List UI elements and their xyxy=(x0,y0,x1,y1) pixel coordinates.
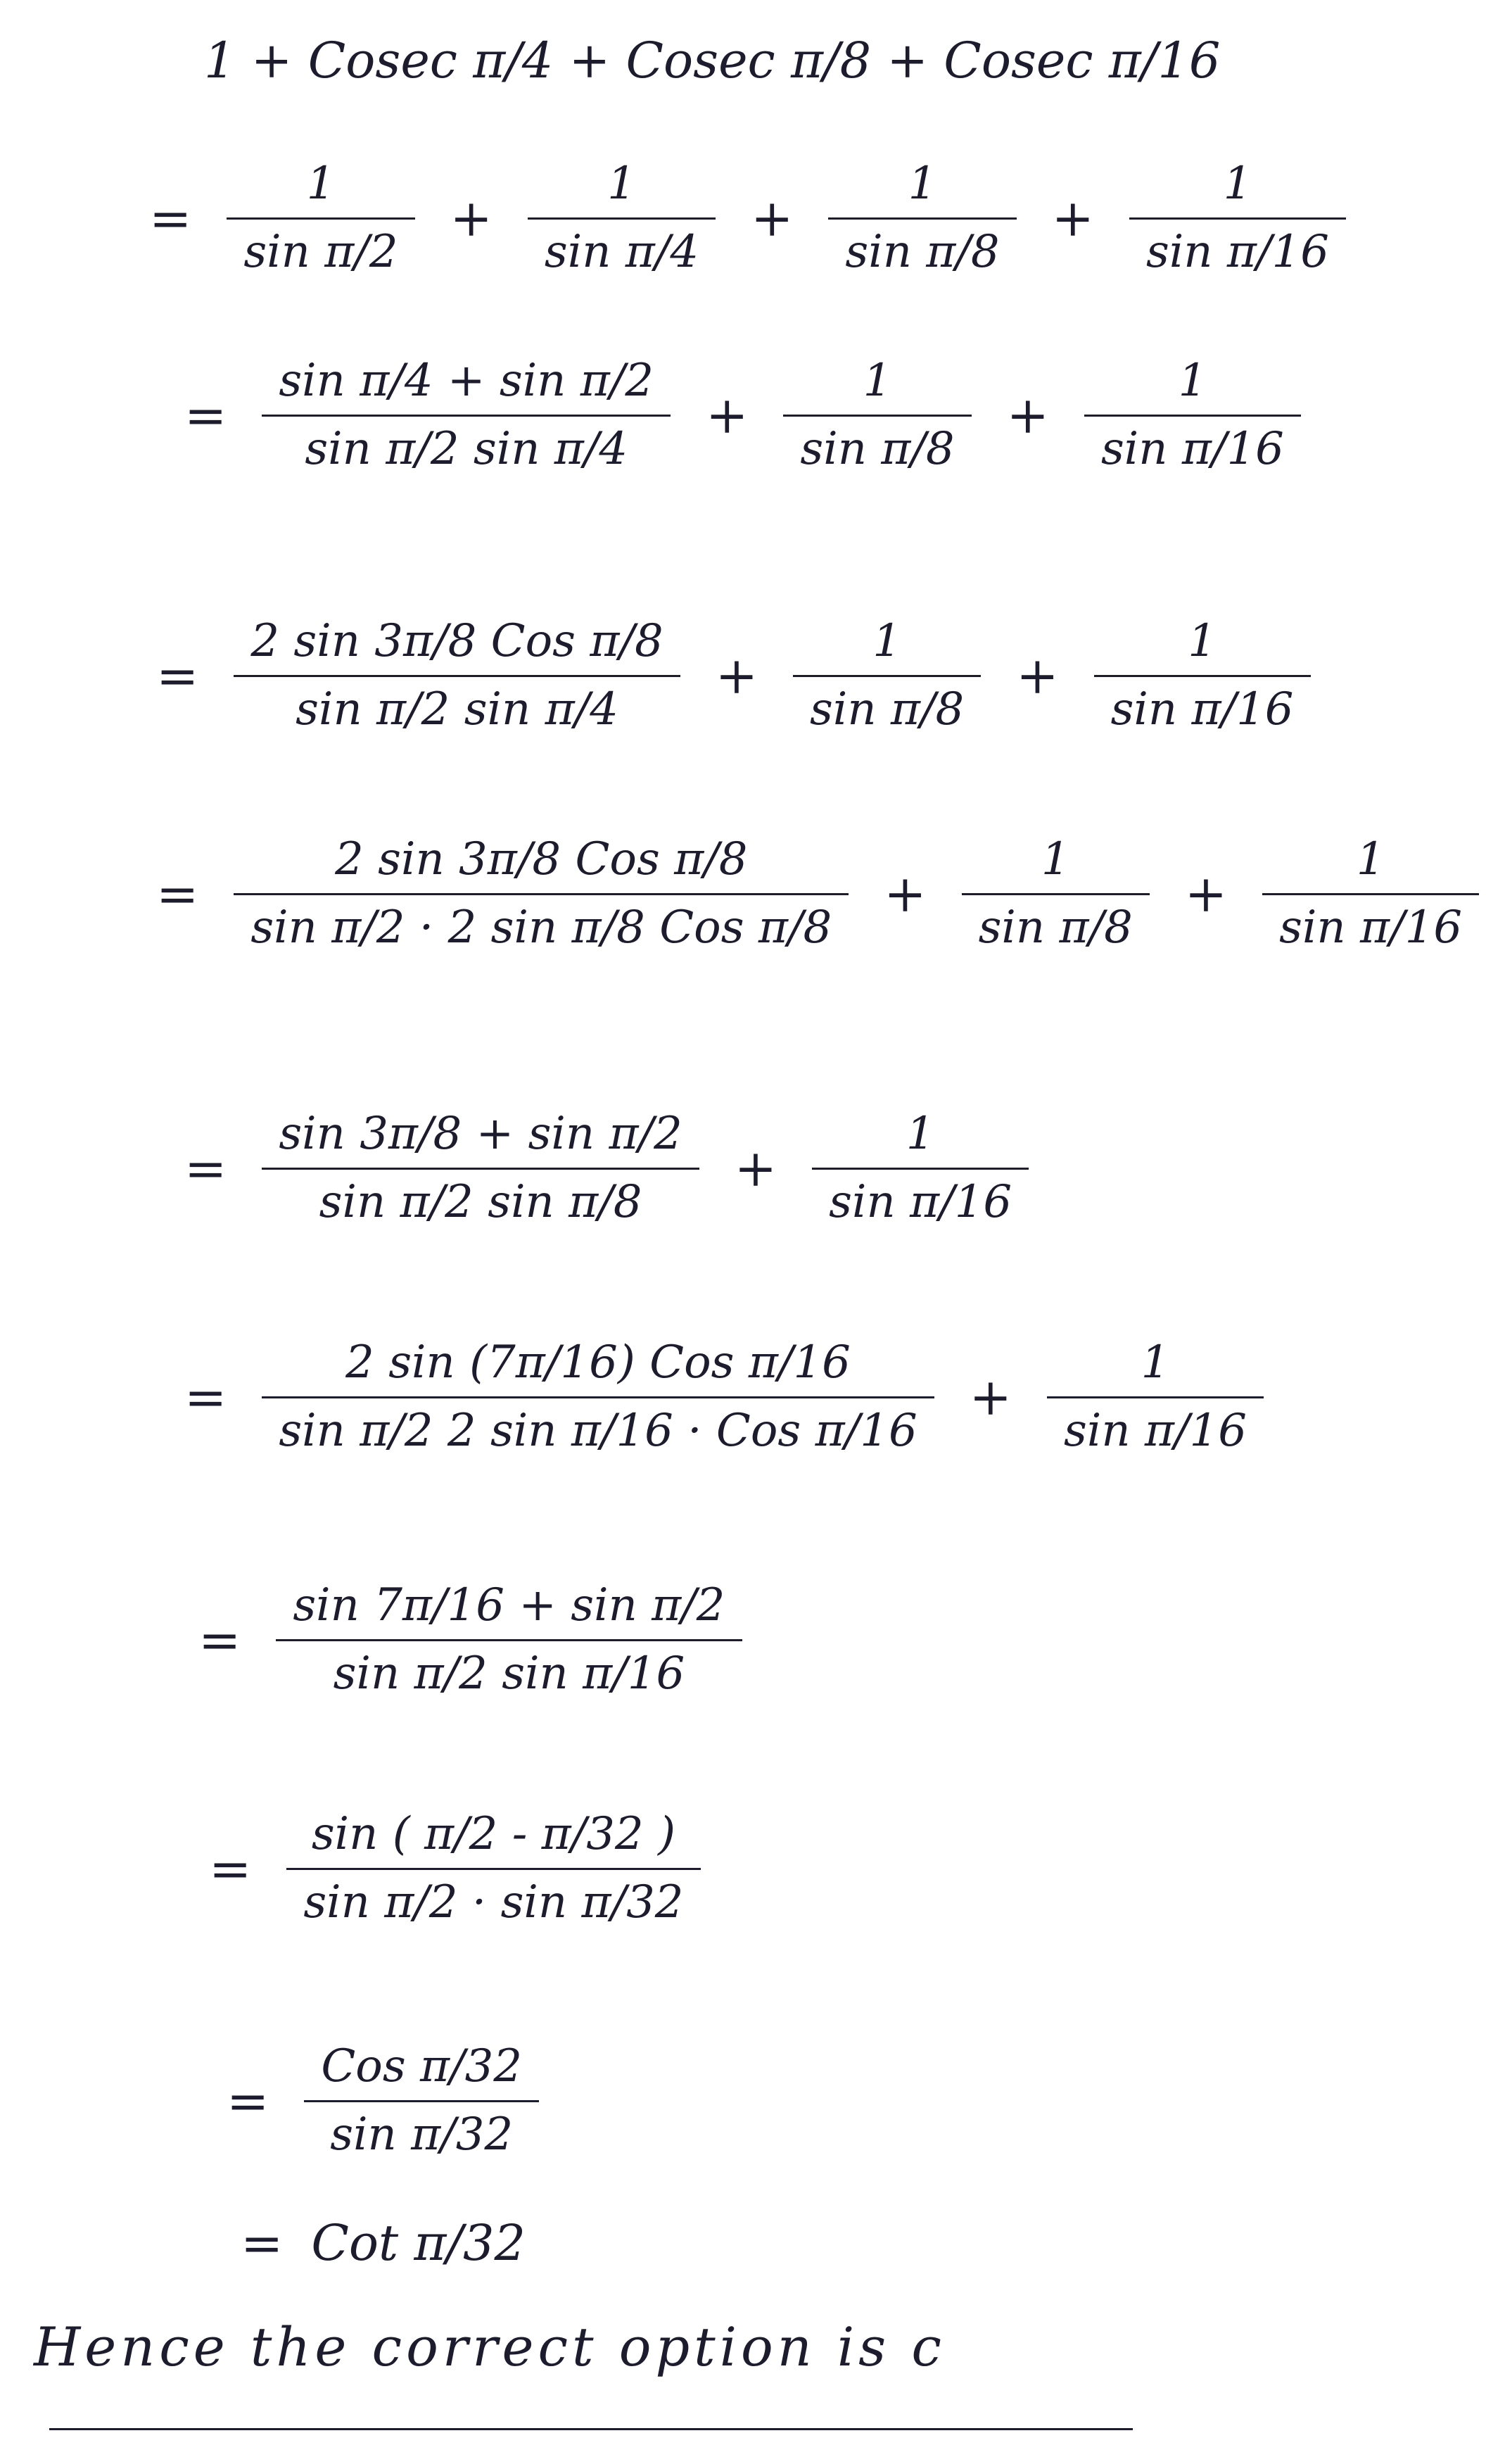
fraction-bar xyxy=(234,893,849,895)
numerator: 1 xyxy=(908,158,937,210)
equals-sign: = xyxy=(156,864,199,924)
fraction xyxy=(262,355,671,475)
denominator: sin π/2 · sin π/32 xyxy=(303,1876,684,1928)
plus-sign: + xyxy=(715,646,758,706)
numerator: 1 xyxy=(1188,615,1217,667)
numerator: 2 sin (7π/16) Cos π/16 xyxy=(345,1337,851,1389)
numerator: 1 xyxy=(1178,355,1207,407)
plus-sign: + xyxy=(751,189,794,248)
denominator: sin π/8 xyxy=(810,683,965,735)
fraction xyxy=(227,158,414,278)
equals-sign: = xyxy=(184,1367,227,1427)
fraction-bar xyxy=(234,675,680,677)
fraction-bar xyxy=(1084,415,1301,417)
denominator: sin π/16 xyxy=(1110,683,1294,735)
numerator: 2 sin 3π/8 Cos π/8 xyxy=(335,833,748,885)
numerator: 1 xyxy=(607,158,636,210)
plus-sign: + xyxy=(1006,386,1049,446)
plus-sign: + xyxy=(1184,864,1228,924)
denominator: sin π/2 sin π/4 xyxy=(305,422,628,475)
step-3 xyxy=(141,616,1318,735)
denominator: sin π/16 xyxy=(1100,422,1284,475)
denominator: sin π/2 2 sin π/16 · Cos π/16 xyxy=(279,1404,917,1457)
numerator: 1 xyxy=(872,615,901,667)
fraction-bar xyxy=(828,217,1016,220)
denominator: sin π/8 xyxy=(800,422,955,475)
numerator: 1 xyxy=(906,1108,935,1160)
fraction-bar xyxy=(1129,217,1346,220)
step-8 xyxy=(193,1809,708,1928)
equals-sign: = xyxy=(184,1139,227,1199)
fraction xyxy=(1262,834,1479,954)
equals-sign: = xyxy=(241,2213,284,2273)
denominator: sin π/4 xyxy=(544,225,699,278)
numerator: 1 xyxy=(306,158,336,210)
fraction xyxy=(234,616,680,735)
numerator: 2 sin 3π/8 Cos π/8 xyxy=(250,615,663,667)
numerator: sin π/4 + sin π/2 xyxy=(279,355,654,407)
numerator: sin ( π/2 - π/32 ) xyxy=(311,1808,676,1860)
fraction-bar xyxy=(962,893,1150,895)
step-7 xyxy=(183,1580,749,1700)
fraction-bar xyxy=(286,1868,700,1870)
step-5 xyxy=(169,1108,1036,1228)
expression-lhs: 1 + Cosec π/4 + Cosec π/8 + Cosec π/16 xyxy=(204,32,1221,89)
equals-sign: = xyxy=(198,1610,241,1670)
equals-sign: = xyxy=(156,646,199,706)
plus-sign: + xyxy=(450,189,493,248)
fraction xyxy=(1084,355,1301,475)
fraction-bar xyxy=(528,217,716,220)
fraction-bar xyxy=(1047,1396,1264,1398)
fraction xyxy=(276,1580,742,1700)
fraction xyxy=(286,1809,700,1928)
final-result: Cot π/32 xyxy=(311,2214,526,2272)
fraction-bar xyxy=(276,1639,742,1641)
step-2 xyxy=(169,355,1308,475)
expression-line xyxy=(204,32,1220,89)
plus-sign: + xyxy=(884,864,927,924)
fraction-bar xyxy=(262,1168,699,1170)
equals-sign: = xyxy=(227,2071,269,2131)
fraction-bar xyxy=(262,1396,934,1398)
denominator: sin π/2 · 2 sin π/8 Cos π/8 xyxy=(250,901,832,954)
numerator: 1 xyxy=(1356,833,1385,885)
plus-sign: + xyxy=(969,1367,1012,1427)
denominator: sin π/16 xyxy=(1145,225,1329,278)
fraction xyxy=(812,1108,1029,1228)
equals-sign: = xyxy=(149,189,192,248)
fraction-bar xyxy=(227,217,414,220)
fraction xyxy=(1094,616,1311,735)
equals-sign: = xyxy=(184,386,227,446)
fraction xyxy=(793,616,981,735)
step-4 xyxy=(141,834,1486,954)
conclusion-underline xyxy=(49,2428,1133,2430)
fraction xyxy=(962,834,1150,954)
numerator: 1 xyxy=(863,355,892,407)
conclusion-text: Hence the correct option is c xyxy=(34,2315,946,2378)
step-10 xyxy=(225,2213,526,2273)
denominator: sin π/2 sin π/8 xyxy=(319,1175,642,1228)
fraction-bar xyxy=(793,675,981,677)
plus-sign: + xyxy=(706,386,749,446)
step-9 xyxy=(211,2041,546,2161)
numerator: sin 7π/16 + sin π/2 xyxy=(293,1579,725,1631)
plus-sign: + xyxy=(1051,189,1094,248)
fraction-bar xyxy=(1094,675,1311,677)
fraction xyxy=(528,158,716,278)
denominator: sin π/2 sin π/16 xyxy=(333,1647,685,1700)
numerator: 1 xyxy=(1141,1337,1170,1389)
fraction-bar xyxy=(304,2100,539,2102)
numerator: 1 xyxy=(1223,158,1252,210)
fraction-bar xyxy=(783,415,971,417)
fraction xyxy=(1047,1337,1264,1457)
denominator: sin π/2 xyxy=(243,225,398,278)
fraction xyxy=(304,2041,539,2161)
fraction-bar xyxy=(262,415,671,417)
denominator: sin π/16 xyxy=(1279,901,1463,954)
fraction xyxy=(262,1337,934,1457)
fraction xyxy=(783,355,971,475)
fraction-bar xyxy=(1262,893,1479,895)
numerator: Cos π/32 xyxy=(321,2040,523,2092)
denominator: sin π/8 xyxy=(978,901,1133,954)
fraction xyxy=(234,834,849,954)
fraction-bar xyxy=(812,1168,1029,1170)
fraction xyxy=(262,1108,699,1228)
step-6 xyxy=(169,1337,1271,1457)
denominator: sin π/2 sin π/4 xyxy=(296,683,618,735)
denominator: sin π/8 xyxy=(845,225,1000,278)
plus-sign: + xyxy=(1016,646,1059,706)
numerator: 1 xyxy=(1041,833,1070,885)
fraction xyxy=(828,158,1016,278)
denominator: sin π/16 xyxy=(1064,1404,1247,1457)
denominator: sin π/32 xyxy=(330,2108,514,2161)
denominator: sin π/16 xyxy=(829,1175,1012,1228)
numerator: sin 3π/8 + sin π/2 xyxy=(279,1108,682,1160)
fraction xyxy=(1129,158,1346,278)
equals-sign: = xyxy=(209,1839,252,1899)
plus-sign: + xyxy=(734,1139,777,1199)
step-1 xyxy=(134,158,1353,278)
